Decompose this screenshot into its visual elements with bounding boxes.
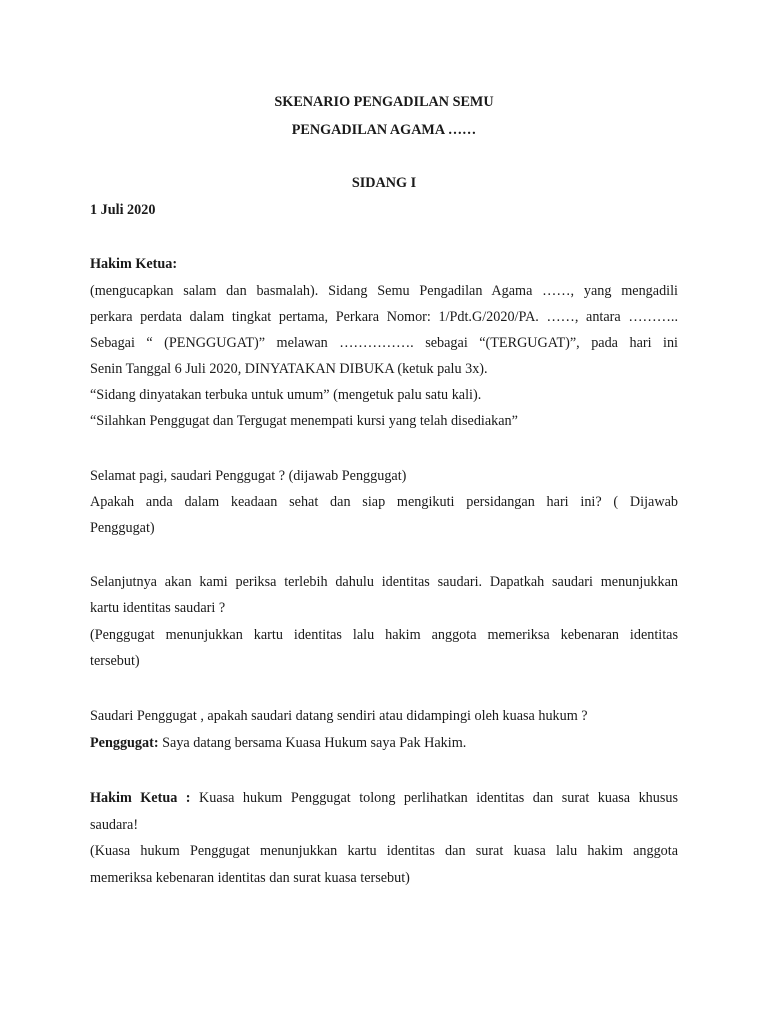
- speaker-hakim-ketua: Hakim Ketua:: [90, 256, 178, 272]
- speaker-penggugat: Penggugat:: [90, 735, 159, 751]
- paragraph-line: [90, 788, 678, 808]
- paragraph-line: kartu identitas saudari ?: [90, 600, 226, 616]
- answer-text: Saya datang bersama Kuasa Hukum saya Pak Hakim.: [158, 735, 467, 751]
- paragraph-line: tersebut): [90, 653, 140, 669]
- document-subtitle: PENGADILAN AGAMA ……: [291, 122, 477, 138]
- paragraph-line: Selanjutnya akan kami periksa terlebih dahulu identitas saudari. Dapatkah saudari menunjukkan: [90, 574, 678, 590]
- paragraph-line: “Silahkan Penggugat dan Tergugat menempati kursi yang telah disediakan”: [90, 413, 518, 429]
- paragraph-line: saudara!: [90, 817, 139, 833]
- paragraph-line: (Penggugat menunjukkan kartu identitas lalu hakim anggota memeriksa kebenaran identitas: [90, 627, 678, 643]
- paragraph-line: Senin Tanggal 6 Juli 2020, DINYATAKAN DIBUKA (ketuk palu 3x).: [90, 361, 488, 377]
- document-title: SKENARIO PENGADILAN SEMU: [274, 94, 494, 110]
- paragraph-line: (mengucapkan salam dan basmalah). Sidang Semu Pengadilan Agama ……, yang mengadili: [90, 283, 678, 299]
- paragraph-line: Saudari Penggugat , apakah saudari datang sendiri atau didampingi oleh kuasa hukum ?: [90, 708, 588, 724]
- answer-line: [90, 733, 678, 753]
- session-heading: SIDANG I: [351, 175, 417, 191]
- paragraph-line: (Kuasa hukum Penggugat menunjukkan kartu identitas dan surat kuasa lalu hakim anggota: [90, 843, 678, 859]
- paragraph-line: Sebagai “ (PENGGUGAT)” melawan ……………. sebagai “(TERGUGAT)”, pada hari ini: [90, 335, 678, 351]
- paragraph-line: Penggugat): [90, 520, 155, 536]
- paragraph-line: “Sidang dinyatakan terbuka untuk umum” (mengetuk palu satu kali).: [90, 387, 482, 403]
- paragraph-line: Apakah anda dalam keadaan sehat dan siap mengikuti persidangan hari ini? ( Dijawab: [90, 494, 678, 510]
- statement-text: Kuasa hukum Penggugat tolong perlihatkan identitas dan surat kuasa khusus: [190, 790, 678, 806]
- paragraph-line: perkara perdata dalam tingkat pertama, Perkara Nomor: 1/Pdt.G/2020/PA. ……, antara ………..: [90, 309, 678, 325]
- session-date: 1 Juli 2020: [90, 202, 156, 218]
- paragraph-line: memeriksa kebenaran identitas dan surat kuasa tersebut): [90, 870, 410, 886]
- paragraph-line: Selamat pagi, saudari Penggugat ? (dijawab Penggugat): [90, 468, 407, 484]
- speaker-hakim-ketua: Hakim Ketua :: [90, 790, 191, 806]
